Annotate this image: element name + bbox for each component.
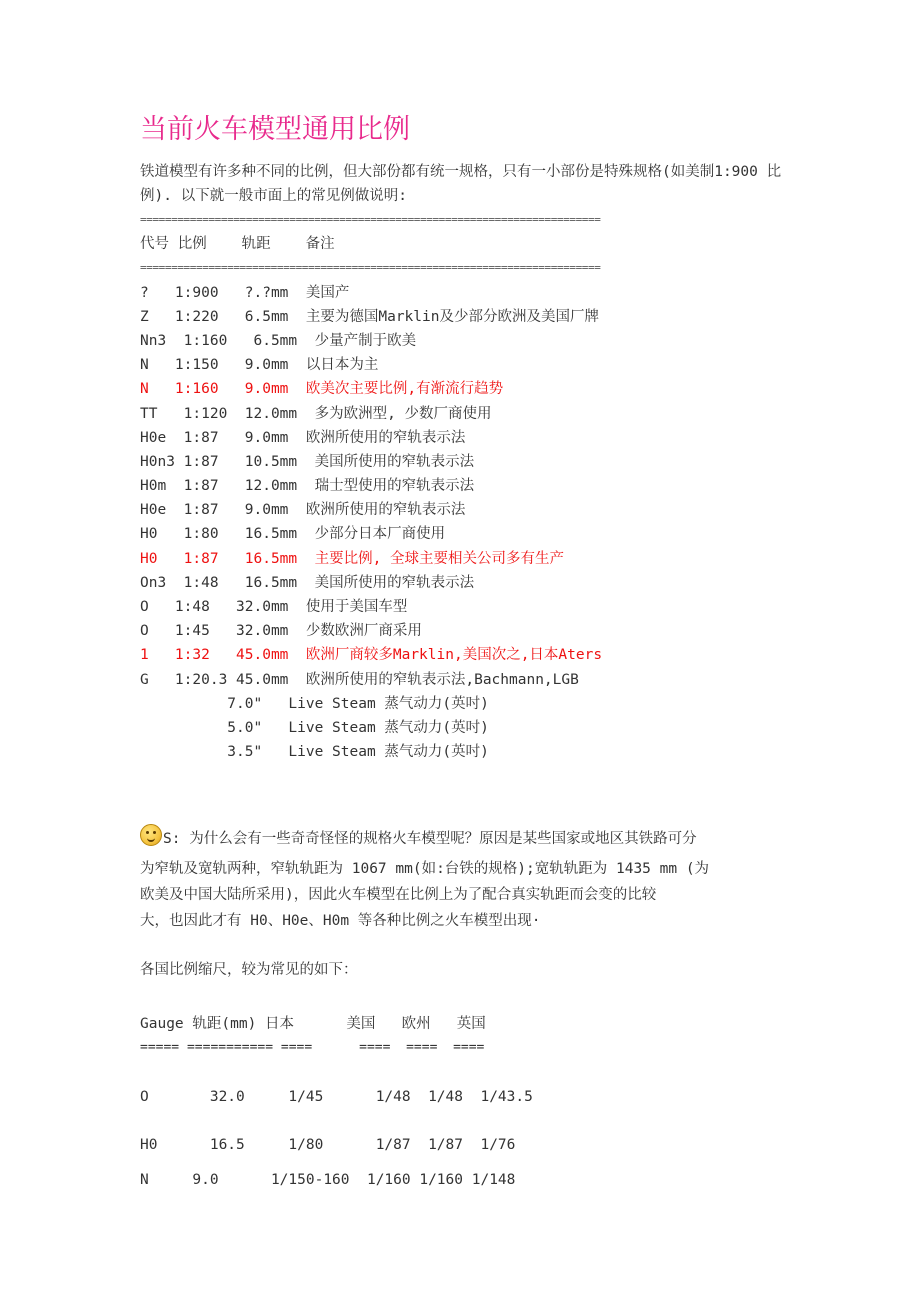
document-page — [140, 110, 790, 1192]
country-scales-heading: 各国比例缩尺，较为常见的如下： — [140, 962, 358, 979]
scale-table-rows — [140, 281, 790, 765]
scale-table-row: 7.0" Live Steam 蒸气动力(英吋) — [140, 695, 489, 712]
scale-table-row: 1 1:32 45.0mm 欧洲厂商较多Marklin,美国次之,日本Aters — [140, 647, 603, 664]
scale-table-row: G 1:20.3 45.0mm 欧洲所使用的窄轨表示法,Bachmann,LGB — [140, 671, 579, 688]
smiley-thinking-icon — [140, 824, 162, 846]
scale-table-row: O 1:48 32.0mm 使用于美国车型 — [140, 599, 408, 615]
country-table-row: O 32.0 1/45 1/48 1/48 1/43.5 — [140, 1089, 533, 1106]
scale-table-row: On3 1:48 16.5mm 美国所使用的窄轨表示法 — [140, 574, 475, 591]
qa-first-line — [140, 822, 790, 856]
scale-table-row: H0e 1:87 9.0mm 欧洲所使用的窄轨表示法 — [140, 502, 466, 519]
country-scale-table — [140, 1012, 790, 1192]
country-table-separator: ===== =========== ==== ==== ==== ==== — [140, 1040, 485, 1056]
scale-table-row: H0 1:87 16.5mm 主要比例, 全球主要相关公司多有生产 — [140, 550, 565, 567]
scale-table-row: TT 1:120 12.0mm 多为欧洲型, 少数厂商使用 — [140, 405, 492, 422]
scale-table-row: 3.5" Live Steam 蒸气动力(英吋) — [140, 744, 489, 761]
table-separator-bottom: ========================================================================== — [140, 261, 601, 275]
country-table-row: H0 16.5 1/80 1/87 1/87 1/76 — [140, 1137, 516, 1154]
scale-table-row: H0 1:80 16.5mm 少部分日本厂商使用 — [140, 526, 446, 543]
table-header: 代号 比例 轨距 备注 — [140, 236, 335, 253]
qa-first-line-text: S: 为什么会有一些奇奇怪怪的规格火车模型呢？原因是某些国家或地区其铁路可分 — [163, 831, 697, 848]
page-title: 当前火车模型通用比例 — [140, 114, 410, 145]
table-separator-top: ========================================================================== — [140, 213, 601, 226]
country-table-row: N 9.0 1/150-160 1/160 1/160 1/148 — [140, 1172, 516, 1189]
scale-table-row: Z 1:220 6.5mm 主要为德国Marklin及少部分欧洲及美国厂牌 — [140, 308, 599, 325]
scale-table-row: N 1:150 9.0mm 以日本为主 — [140, 357, 379, 374]
scale-table-row: O 1:45 32.0mm 少数欧洲厂商采用 — [140, 623, 422, 640]
scale-table-row: H0n3 1:87 10.5mm 美国所使用的窄轨表示法 — [140, 453, 475, 470]
scale-table-row: H0m 1:87 12.0mm 瑞士型使用的窄轨表示法 — [140, 478, 475, 495]
scale-table-row: 5.0" Live Steam 蒸气动力(英吋) — [140, 719, 489, 736]
qa-line-1: 为窄轨及宽轨两种，窄轨轨距为 1067 mm(如:台铁的规格);宽轨轨距为 1435 mm (为 — [140, 861, 710, 878]
qa-line-3: 大，也因此才有 H0、H0e、H0m 等各种比例之火车模型出现· — [140, 913, 541, 930]
intro-paragraph: 铁道模型有许多种不同的比例，但大部份都有统一规格，只有一小部份是特殊规格(如美制1:900 比例). 以下就一般市面上的常见例做说明: — [140, 164, 782, 204]
scale-table-row: Nn3 1:160 6.5mm 少量产制于欧美 — [140, 332, 417, 349]
scale-table-row: H0e 1:87 9.0mm 欧洲所使用的窄轨表示法 — [140, 429, 466, 446]
scale-table-row: ? 1:900 ?.?mm 美国产 — [140, 284, 350, 301]
qa-section — [140, 822, 790, 934]
scale-table-row: N 1:160 9.0mm 欧美次主要比例,有渐流行趋势 — [140, 381, 504, 398]
country-table-header: Gauge 轨距(mm) 日本 美国 欧州 英国 — [140, 1016, 486, 1033]
qa-line-2: 欧美及中国大陆所采用)，因此火车模型在比例上为了配合真实轨距而会变的比较 — [140, 887, 657, 904]
